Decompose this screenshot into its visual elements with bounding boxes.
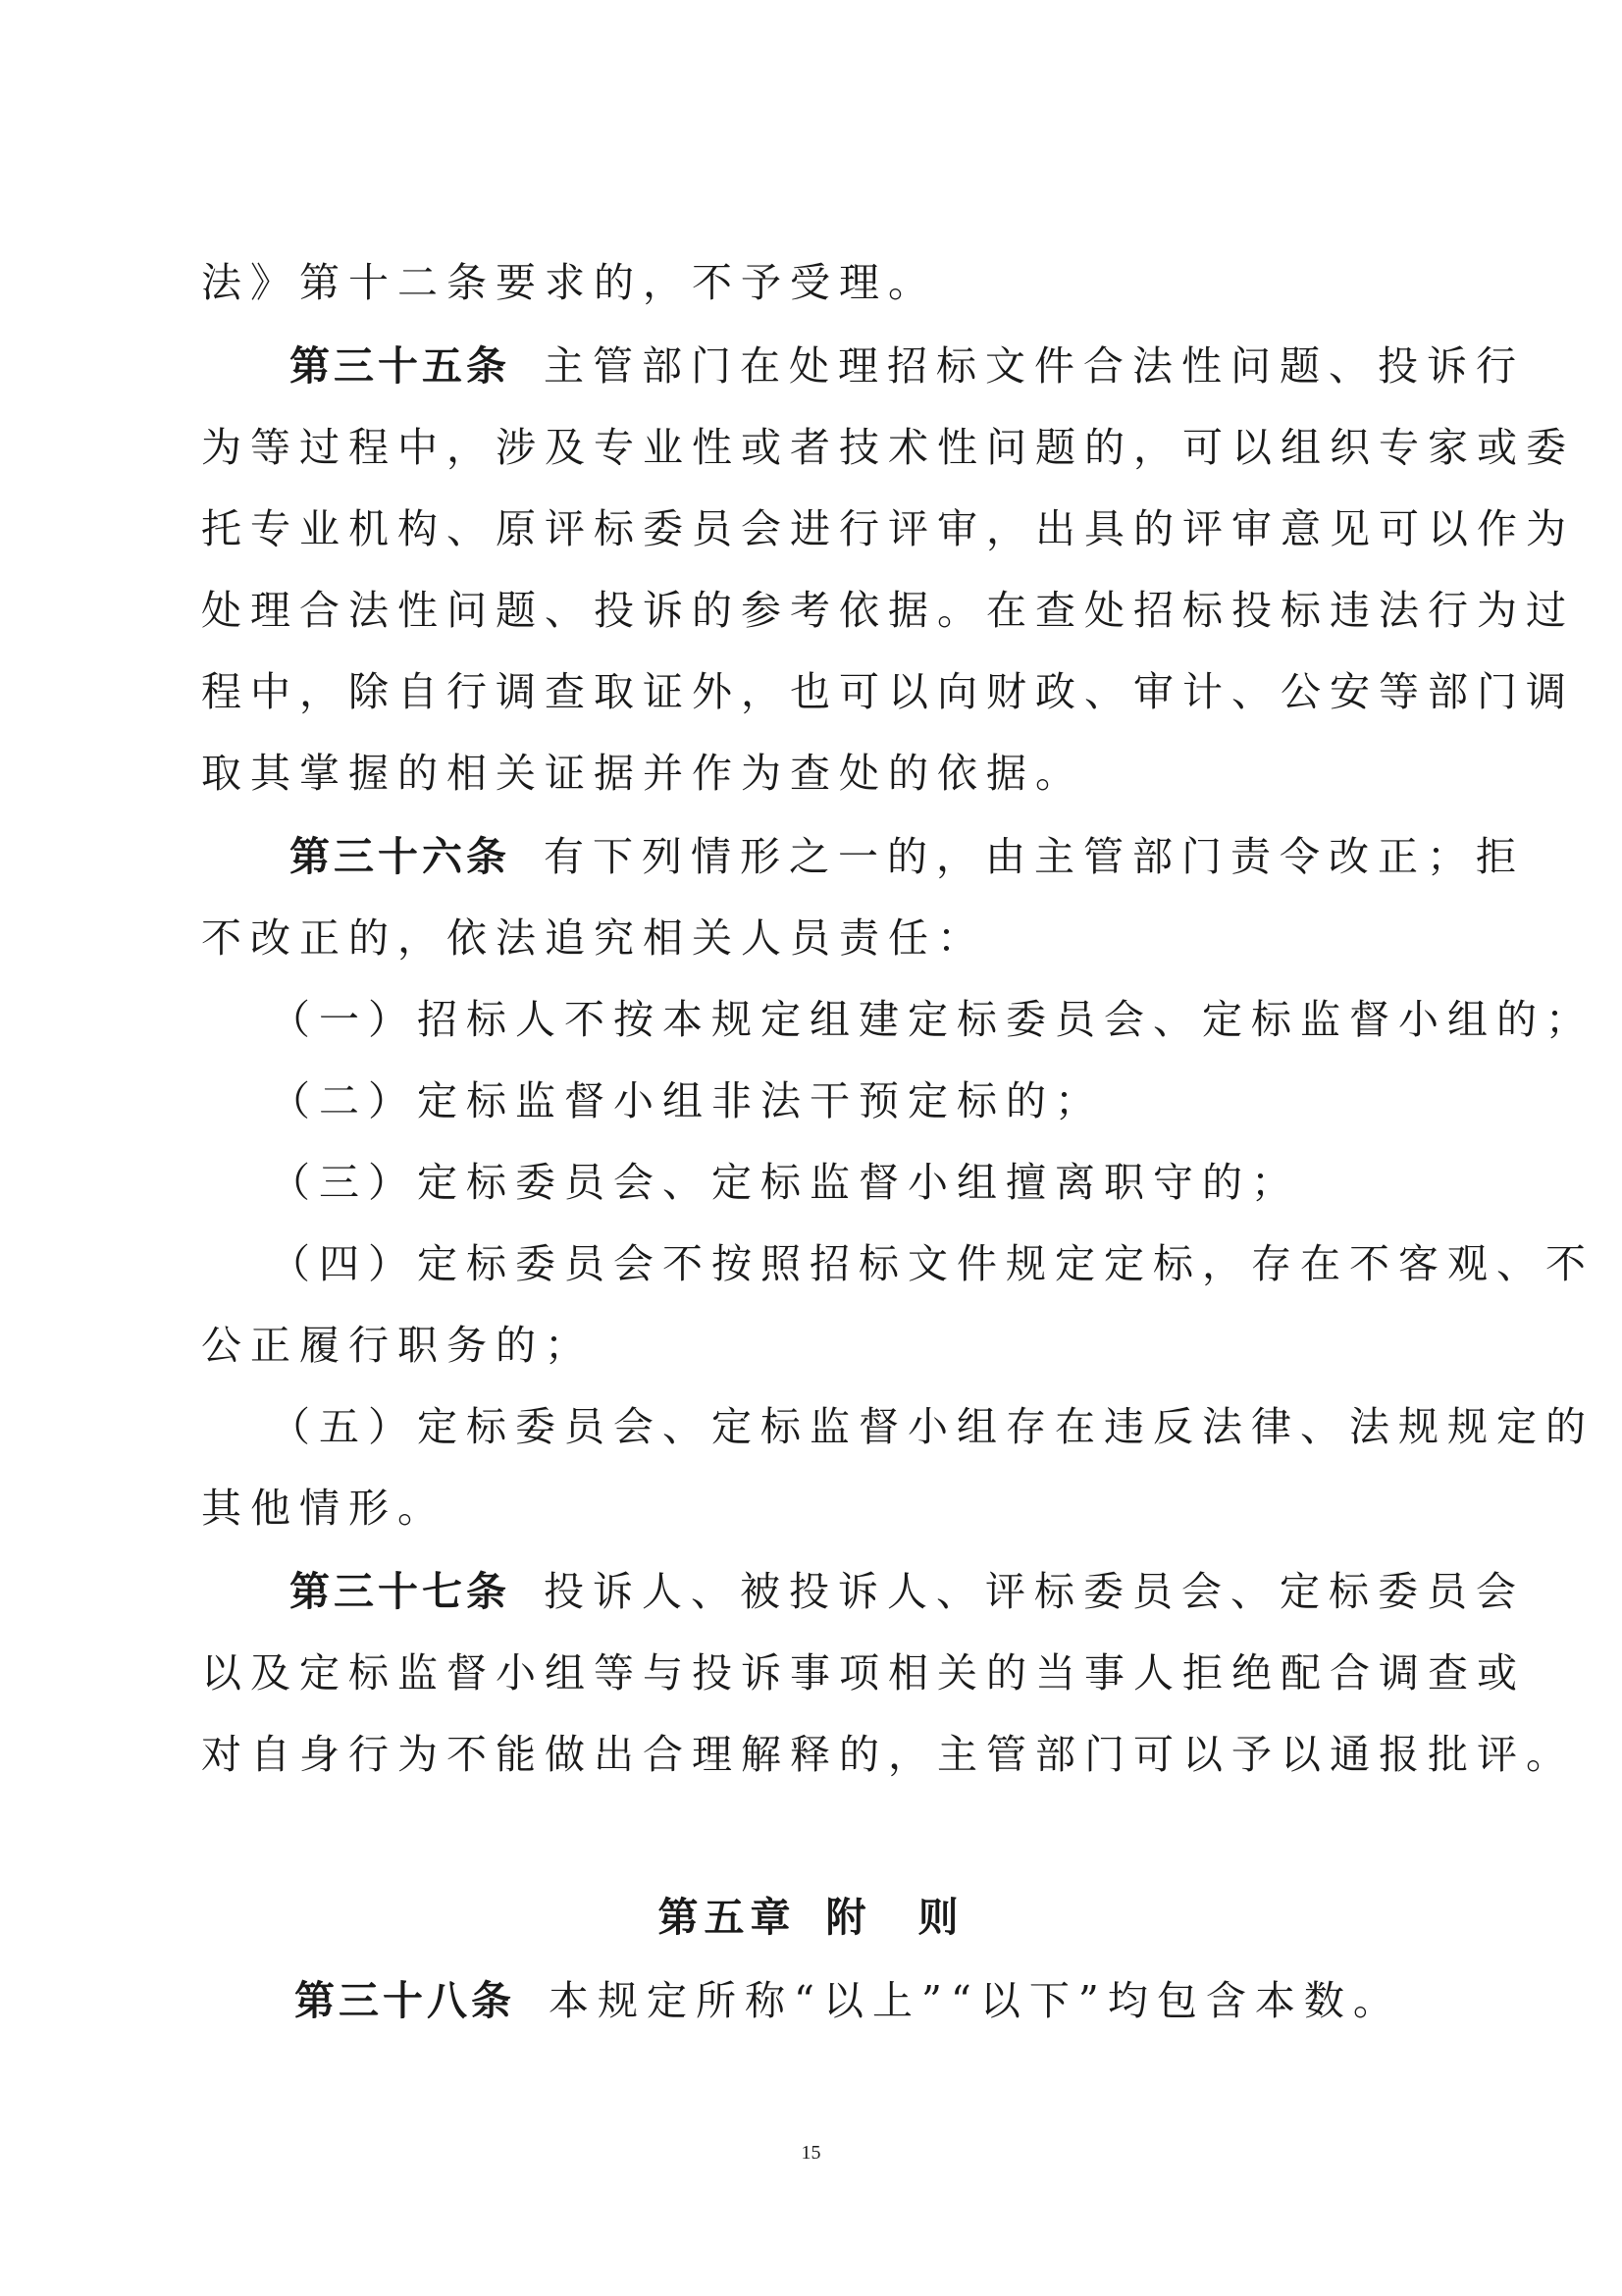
article-38-text: 本规定所称“以上”“以下”均包含本数。 — [549, 1977, 1402, 2024]
article-35-first-line — [289, 339, 1525, 393]
article-36-text: 有下列情形之一的，由主管部门责令改正；拒 — [544, 833, 1525, 880]
list-item: （四）定标委员会不按照招标文件规定定标，存在不客观、不 — [270, 1240, 1595, 1287]
list-item: （五）定标委员会、定标监督小组存在违反法律、法规规定的 — [270, 1403, 1595, 1450]
article-36-first-line — [289, 829, 1525, 884]
paragraph-line: 取其掌握的相关证据并作为查处的依据。 — [201, 750, 1084, 797]
list-item: （一）招标人不按本规定组建定标委员会、定标监督小组的； — [270, 996, 1595, 1043]
article-37-first-line — [289, 1564, 1525, 1619]
article-35-text: 主管部门在处理招标文件合法性问题、投诉行 — [544, 342, 1525, 390]
article-36-heading: 第三十六条 — [289, 833, 510, 880]
paragraph-line: 不改正的，依法追究相关人员责任： — [201, 914, 986, 962]
paragraph-line: 处理合法性问题、投诉的参考依据。在查处招标投标违法行为过 — [201, 587, 1575, 634]
paragraph-line: 为等过程中，涉及专业性或者技术性问题的，可以组织专家或委 — [201, 424, 1575, 471]
paragraph-line: 托专业机构、原评标委员会进行评审，出具的评审意见可以作为 — [201, 505, 1575, 552]
paragraph-line: 对自身行为不能做出合理解释的，主管部门可以予以通报批评。 — [201, 1731, 1575, 1778]
list-item: （二）定标监督小组非法干预定标的； — [270, 1077, 1104, 1124]
article-37-text: 投诉人、被投诉人、评标委员会、定标委员会 — [544, 1568, 1525, 1615]
list-item: （三）定标委员会、定标监督小组擅离职守的； — [270, 1159, 1300, 1206]
chapter-heading — [0, 1890, 1622, 1945]
chapter-number: 第五章 — [657, 1894, 797, 1941]
paragraph-line: 以及定标监督小组等与投诉事项相关的当事人拒绝配合调查或 — [201, 1649, 1526, 1696]
paragraph-line: 法》第十二条要求的，不予受理。 — [201, 259, 937, 306]
list-item-continuation: 公正履行职务的； — [201, 1322, 594, 1369]
article-38-first-line — [294, 1973, 1428, 2028]
list-item-continuation: 其他情形。 — [201, 1485, 446, 1532]
chapter-title: 附 则 — [825, 1894, 965, 1941]
article-37-heading: 第三十七条 — [289, 1568, 510, 1615]
paragraph-line: 程中，除自行调查取证外，也可以向财政、审计、公安等部门调 — [201, 668, 1575, 715]
article-38-heading: 第三十八条 — [294, 1977, 515, 2024]
article-35-heading: 第三十五条 — [289, 342, 510, 390]
page-number: 15 — [801, 2142, 821, 2164]
